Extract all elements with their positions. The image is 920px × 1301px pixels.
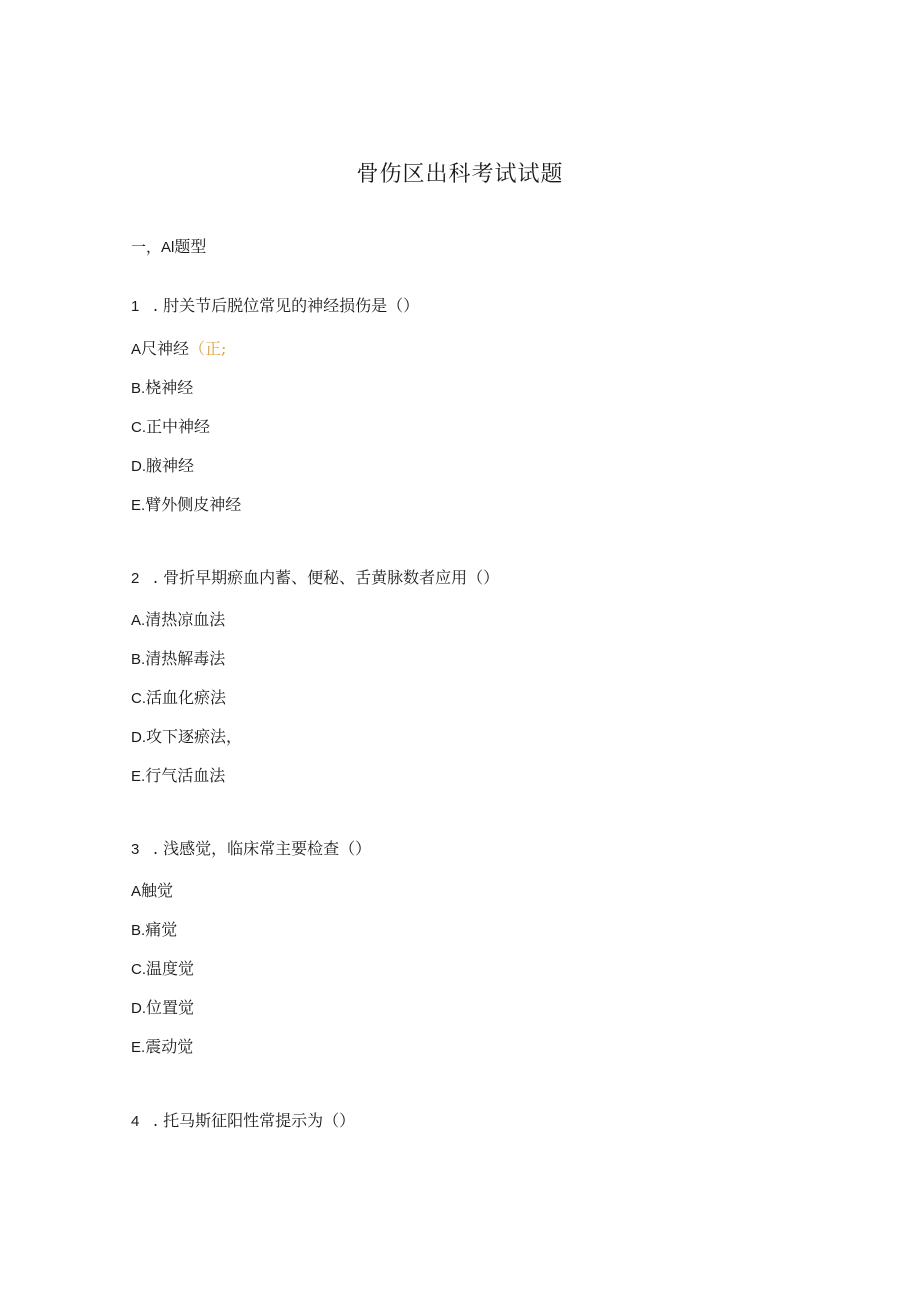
option-1a bbox=[131, 336, 226, 359]
option-letter: C. bbox=[131, 419, 146, 436]
option-1b bbox=[131, 375, 193, 398]
option-letter: D. bbox=[131, 1000, 146, 1017]
option-text: 震动觉 bbox=[145, 1037, 194, 1056]
option-3b bbox=[131, 917, 177, 940]
option-2d bbox=[131, 724, 242, 747]
option-letter: D. bbox=[131, 458, 146, 475]
option-letter: C. bbox=[131, 961, 146, 978]
option-3a bbox=[131, 878, 173, 901]
section-prefix: 一，Al bbox=[131, 239, 175, 256]
option-letter: E. bbox=[131, 1039, 146, 1056]
option-2a bbox=[131, 607, 225, 630]
option-2b bbox=[131, 646, 225, 669]
page-title: 骨伤区出科考试试题 bbox=[356, 162, 564, 187]
option-letter: C. bbox=[131, 690, 146, 707]
option-text: 正中神经 bbox=[146, 417, 211, 436]
question-2 bbox=[131, 565, 499, 588]
option-1c bbox=[131, 414, 210, 437]
question-text: . 浅感觉，临床常主要检查（） bbox=[153, 839, 372, 858]
question-4 bbox=[131, 1108, 355, 1131]
section-label: 题型 bbox=[174, 237, 207, 256]
option-text: 痛觉 bbox=[145, 920, 178, 939]
option-text: 腋神经 bbox=[146, 456, 195, 475]
answer-mark: （正; bbox=[189, 339, 227, 358]
option-letter: A bbox=[131, 883, 142, 900]
question-text: . 托马斯征阳性常提示为（） bbox=[153, 1111, 356, 1130]
option-text: 尺神经 bbox=[141, 339, 190, 358]
option-2c bbox=[131, 685, 226, 708]
option-text: 行气活血法 bbox=[145, 766, 226, 785]
option-text: 位置觉 bbox=[146, 998, 195, 1017]
option-letter: D. bbox=[131, 729, 146, 746]
option-text: 触觉 bbox=[141, 881, 174, 900]
question-number: 3 bbox=[131, 841, 140, 858]
question-number: 1 bbox=[131, 298, 140, 315]
question-1 bbox=[131, 293, 419, 316]
option-letter: B. bbox=[131, 651, 146, 668]
option-text: 清热解毒法 bbox=[145, 649, 226, 668]
option-letter: A. bbox=[131, 612, 146, 629]
option-letter: B. bbox=[131, 922, 146, 939]
question-text: . 骨折早期瘀血内蓄、便秘、舌黄脉数者应用（） bbox=[153, 568, 500, 587]
option-text: 臂外侧皮神经 bbox=[145, 495, 242, 514]
option-letter: A bbox=[131, 341, 142, 358]
option-letter: B. bbox=[131, 380, 146, 397]
option-1d bbox=[131, 453, 194, 476]
option-text: 活血化瘀法 bbox=[146, 688, 227, 707]
option-letter: E. bbox=[131, 768, 146, 785]
option-text: 桡神经 bbox=[145, 378, 194, 397]
option-2e bbox=[131, 763, 225, 786]
option-text: 攻下逐瘀法， bbox=[146, 727, 243, 746]
option-letter: E. bbox=[131, 497, 146, 514]
option-3d bbox=[131, 995, 194, 1018]
option-text: 清热凉血法 bbox=[145, 610, 226, 629]
question-3 bbox=[131, 836, 371, 859]
option-3c bbox=[131, 956, 194, 979]
option-1e bbox=[131, 492, 241, 515]
question-text: . 肘关节后脱位常见的神经损伤是（） bbox=[153, 296, 420, 315]
question-number: 4 bbox=[131, 1113, 140, 1130]
question-number: 2 bbox=[131, 570, 140, 587]
option-3e bbox=[131, 1034, 193, 1057]
option-text: 温度觉 bbox=[146, 959, 195, 978]
section-heading bbox=[131, 234, 206, 257]
